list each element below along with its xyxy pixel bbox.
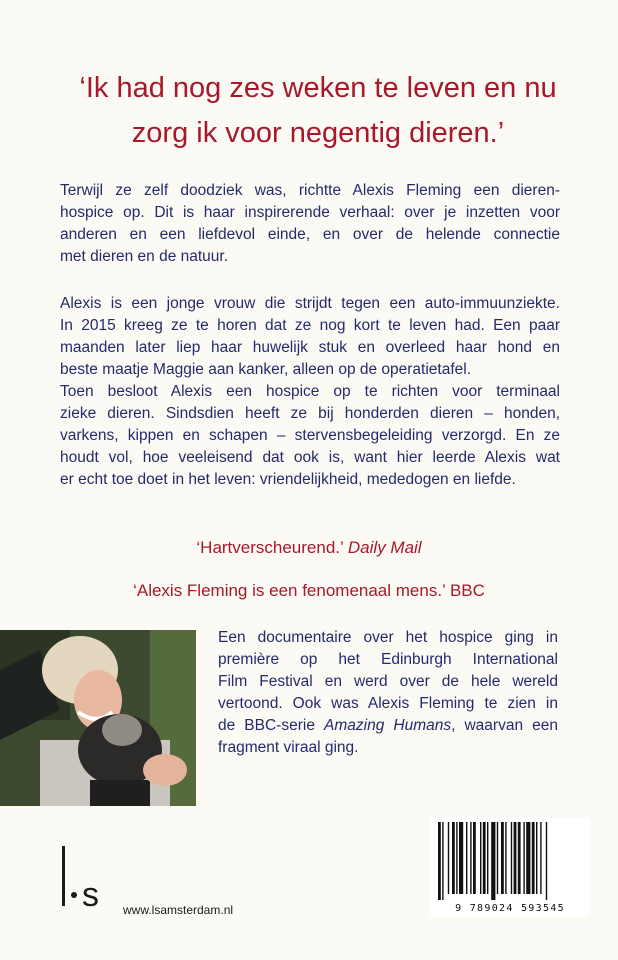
story-line: houdt vol, hoe veeleisend dat ook is, want hier leerde Alexis wat <box>60 449 560 466</box>
barcode-bar <box>473 822 476 894</box>
barcode-bar <box>523 822 524 894</box>
story-line: maanden later liep haar huwelijk stuk en overleed haar hond en <box>60 339 560 356</box>
barcode-bar <box>466 822 467 894</box>
barcode-bar <box>459 822 463 894</box>
documentary-paragraph <box>218 627 558 759</box>
barcode-bar <box>518 822 521 894</box>
intro-line: met dieren en de natuur. <box>60 248 229 265</box>
barcode-bar <box>526 822 530 894</box>
barcode-bar <box>442 822 443 900</box>
headline-quote-line-1: ‘Ik had nog zes weken te leven en nu <box>79 72 557 104</box>
documentary-line: vertoond. Ook was Alexis Fleming te zien in <box>218 695 558 712</box>
documentary-line: fragment viraal ging. <box>218 739 359 756</box>
series-title: Amazing Humans <box>324 717 452 734</box>
story-line: Alexis is een jonge vrouw die strijdt tegen een auto-immuunziekte. <box>60 295 560 312</box>
barcode-bar <box>540 822 541 894</box>
logo-bar <box>62 846 65 906</box>
barcode-bar <box>456 822 457 894</box>
intro-line: hospice op. Dit is haar inspirerende verhaal: over je inzetten voor <box>60 204 560 221</box>
story-line: Toen besloot Alexis een hospice op te richten voor terminaal <box>60 383 560 400</box>
barcode-bar <box>505 822 506 894</box>
barcode-bar <box>497 822 498 894</box>
intro-line: Terwijl ze zelf doodziek was, richtte Alexis Fleming een dieren- <box>60 182 560 199</box>
barcode-bars <box>438 822 582 900</box>
author-photo <box>0 630 196 806</box>
publisher-logo <box>62 846 112 914</box>
headline-quote <box>58 66 578 156</box>
barcode <box>430 818 590 916</box>
logo-letter: s <box>82 876 99 914</box>
story-line: zieke dieren. Sindsdien heeft ze bij honderden dieren – honden, <box>60 405 560 422</box>
story-line: In 2015 kreeg ze te horen dat ze nog kort te leven had. Een paar <box>60 317 560 334</box>
barcode-bar <box>448 822 449 894</box>
barcode-bar <box>487 822 488 894</box>
story-line: er echt toe doet in het leven: vriendelijkheid, mededogen en liefde. <box>60 471 516 488</box>
logo-dot <box>71 892 77 898</box>
story-line: beste maatje Maggie aan kanker, alleen op de operatietafel. <box>60 361 472 378</box>
barcode-bar <box>438 822 441 900</box>
review-quote: ‘Alexis Fleming is een fenomenaal mens.’ <box>133 581 446 600</box>
barcode-bar <box>532 822 535 894</box>
documentary-text: , waarvan een <box>451 717 559 734</box>
review-source: BBC <box>449 581 485 600</box>
documentary-line <box>218 715 558 737</box>
barcode-bar <box>452 822 455 894</box>
barcode-bar <box>514 822 517 894</box>
barcode-bar <box>483 822 486 894</box>
barcode-bar <box>491 822 495 900</box>
intro-line: anderen en een liefdevol einde, en over de helende connectie <box>60 226 560 243</box>
story-line: varkens, kippen en schapen – stervensbegeleiding verzorgd. En ze <box>60 427 560 444</box>
barcode-bar <box>546 822 547 900</box>
review-daily-mail <box>0 538 618 558</box>
barcode-bar <box>501 822 504 894</box>
intro-paragraph <box>60 180 560 268</box>
barcode-bar <box>511 822 512 894</box>
isbn-number: 9 789024 593545 <box>455 903 565 914</box>
barcode-bar <box>536 822 537 894</box>
headline-quote-line-2: zorg ik voor negentig dieren.’ <box>131 117 505 149</box>
story-paragraph <box>60 293 560 491</box>
documentary-line: Een documentaire over het hospice ging in <box>218 629 558 646</box>
barcode-bar <box>480 822 481 894</box>
documentary-text: de BBC-serie <box>218 717 325 734</box>
documentary-line: Film Festival en werd over de hele wereld <box>218 673 558 690</box>
barcode-bar <box>470 822 471 894</box>
review-bbc <box>0 581 618 601</box>
documentary-line: première op het Edinburgh International <box>218 651 558 668</box>
review-quote: ‘Hartverscheurend.’ <box>196 538 344 557</box>
review-source: Daily Mail <box>347 538 422 557</box>
publisher-url: www.lsamsterdam.nl <box>123 903 234 917</box>
